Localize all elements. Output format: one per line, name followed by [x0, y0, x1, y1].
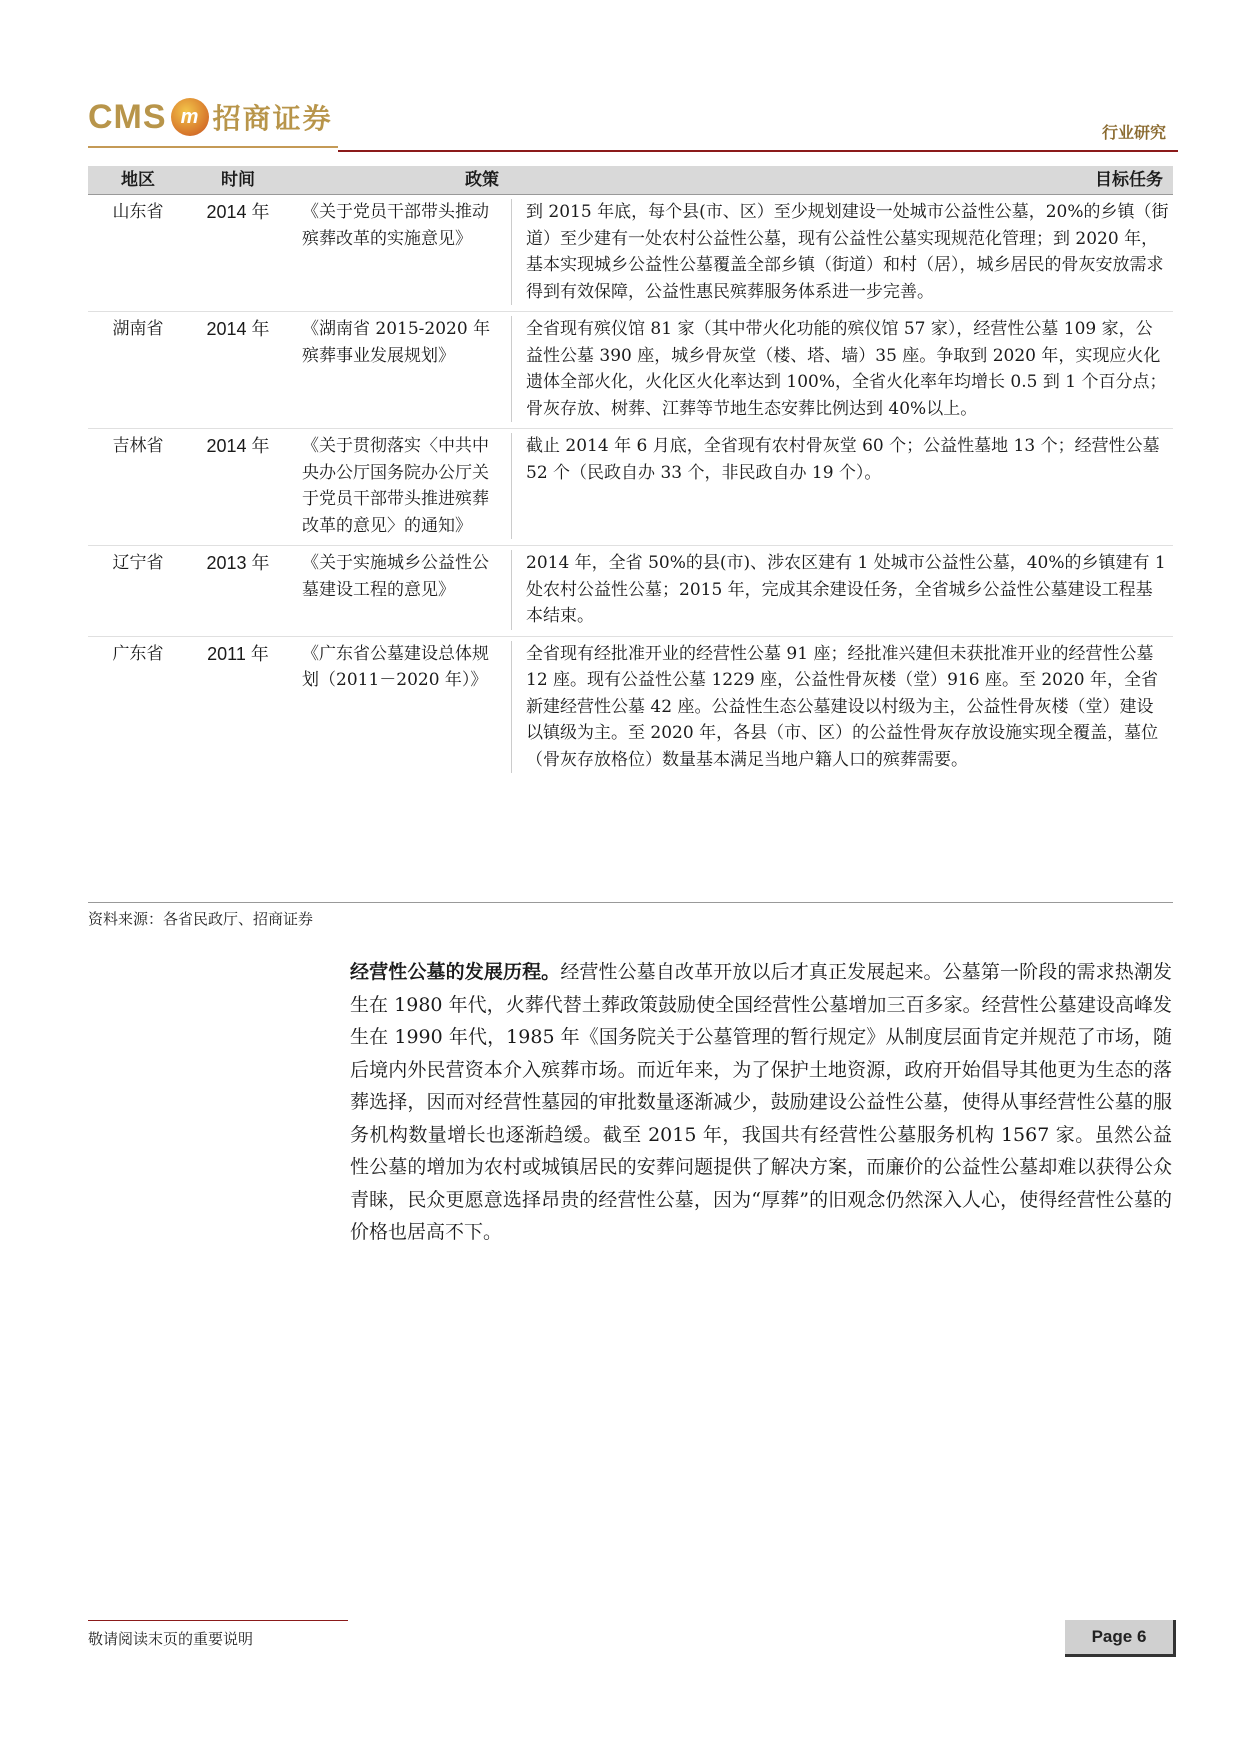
cell-policy: 《湖南省 2015-2020 年殡葬事业发展规划》: [302, 319, 491, 366]
cell-year: 2014 年: [206, 319, 270, 339]
cell-region: 山东省: [112, 202, 164, 222]
cell-policy: 《广东省公墓建设总体规划（2011－2020 年）》: [302, 643, 489, 690]
cell-year: 2014 年: [206, 436, 270, 456]
table-row: [88, 312, 1173, 429]
table-row: [88, 429, 1173, 546]
cell-task: 全省现有经批准开业的经营性公墓 91 座；经批准兴建但未获批准开业的经营性公墓 12 座。现有公益性公墓 1229 座，公益性骨灰楼（堂）916 座。至 2020 年，全省新建经营性公墓 42 座。公益性生态公墓建设以村级为主，公益性骨灰楼（堂）建设以镇级为主。至 2020 年，各县（市、区）的公益性骨灰存放设施实现全覆盖，墓位（骨灰存放格位）数量基本满足当地户籍人口的殡葬需要。: [511, 641, 1173, 774]
page-header: [88, 92, 1178, 152]
logo-latin: CMS: [88, 97, 167, 136]
cell-task: 到 2015 年底，每个县(市、区）至少规划建设一处城市公益性公墓，20%的乡镇（街道）至少建有一处农村公益性公墓，现有公益性公墓实现规范化管理；到 2020 年，基本实现城乡公益性公墓覆盖全部乡镇（街道）和村（居），城乡居民的骨灰安放需求得到有效保障，公益性惠民殡葬服务体系进一步完善。: [511, 199, 1173, 305]
logo-mark-icon: m: [171, 98, 209, 136]
body-paragraph: [350, 956, 1172, 1249]
logo-chinese: 招商证券: [212, 102, 333, 135]
table-bottom-rule: [88, 902, 1173, 903]
policy-table: [88, 166, 1173, 779]
col-year-header: 时间: [221, 170, 255, 190]
table-row: [88, 195, 1173, 312]
col-task-header: 目标任务: [1095, 170, 1163, 190]
cell-policy: 《关于实施城乡公益性公墓建设工程的意见》: [302, 553, 489, 600]
cms-logo: [88, 92, 333, 142]
table-source-note: 资料来源：各省民政厅、招商证券: [88, 910, 314, 928]
cell-region: 辽宁省: [112, 553, 164, 573]
header-divider-gold: [88, 146, 338, 148]
page-number: Page 6: [1065, 1620, 1176, 1657]
cell-year: 2014 年: [206, 202, 270, 222]
cell-region: 吉林省: [112, 436, 164, 456]
cell-region: 广东省: [112, 643, 164, 664]
table-row: [88, 546, 1173, 637]
cell-year: 2013 年: [206, 553, 270, 573]
header-divider-red: [338, 150, 1178, 152]
paragraph-text: 经营性公墓自改革开放以后才真正发展起来。公墓第一阶段的需求热潮发生在 1980 年代，火葬代替土葬政策鼓励使全国经营性公墓增加三百多家。经营性公墓建设高峰发生在 1990 年代，1985 年《国务院关于公墓管理的暂行规定》从制度层面肯定并规范了市场，随后境内外民营资本介入殡葬市场。而近年来，为了保护土地资源，政府开始倡导其他更为生态的落葬选择，因而对经营性墓园的审批数量逐渐减少，鼓励建设公益性公墓，使得从事经营性公墓的服务机构数量增长也逐渐趋缓。截至 2015 年，我国共有经营性公墓服务机构 1567 家。虽然公益性公墓的增加为农村或城镇居民的安葬问题提供了解决方案，而廉价的公益性公墓却难以获得公众青睐，民众更愿意选择昂贵的经营性公墓，因为“厚葬”的旧观念仍然深入人心，使得经营性公墓的价格也居高不下。: [350, 961, 1172, 1243]
cell-task: 截止 2014 年 6 月底，全省现有农村骨灰堂 60 个；公益性墓地 13 个；经营性公墓 52 个（民政自办 33 个，非民政自办 19 个）。: [511, 433, 1173, 539]
col-policy-header: 政策: [465, 170, 499, 190]
paragraph-lead: 经营性公墓的发展历程。: [350, 961, 561, 983]
footer-divider: [88, 1620, 348, 1621]
cell-task: 全省现有殡仪馆 81 家（其中带火化功能的殡仪馆 57 家），经营性公墓 109 家，公益性公墓 390 座，城乡骨灰堂（楼、塔、墙）35 座。争取到 2020 年，实现应火化遗体全部火化，火化区火化率达到 100%，全省火化率年均增长 0.5 到 1 个百分点；骨灰存放、树葬、江葬等节地生态安葬比例达到 40%以上。: [511, 316, 1173, 422]
table-header: [88, 166, 1173, 195]
cell-region: 湖南省: [112, 319, 164, 339]
col-region-header: 地区: [121, 170, 155, 190]
cell-policy: 《关于党员干部带头推动殡葬改革的实施意见》: [302, 202, 489, 249]
cell-policy: 《关于贯彻落实〈中共中央办公厅国务院办公厅关于党员干部带头推进殡葬改革的意见〉的通知》: [302, 436, 489, 536]
cell-task: 2014 年，全省 50%的县(市)、涉农区建有 1 处城市公益性公墓，40%的乡镇建有 1 处农村公益性公墓；2015 年，完成其余建设任务，全省城乡公益性公墓建设工程基本结束。: [511, 550, 1173, 630]
footer-disclaimer-note: 敬请阅读末页的重要说明: [88, 1630, 254, 1648]
table-row: [88, 637, 1173, 780]
section-label: 行业研究: [1101, 123, 1166, 142]
cell-year: 2011 年: [207, 643, 269, 664]
